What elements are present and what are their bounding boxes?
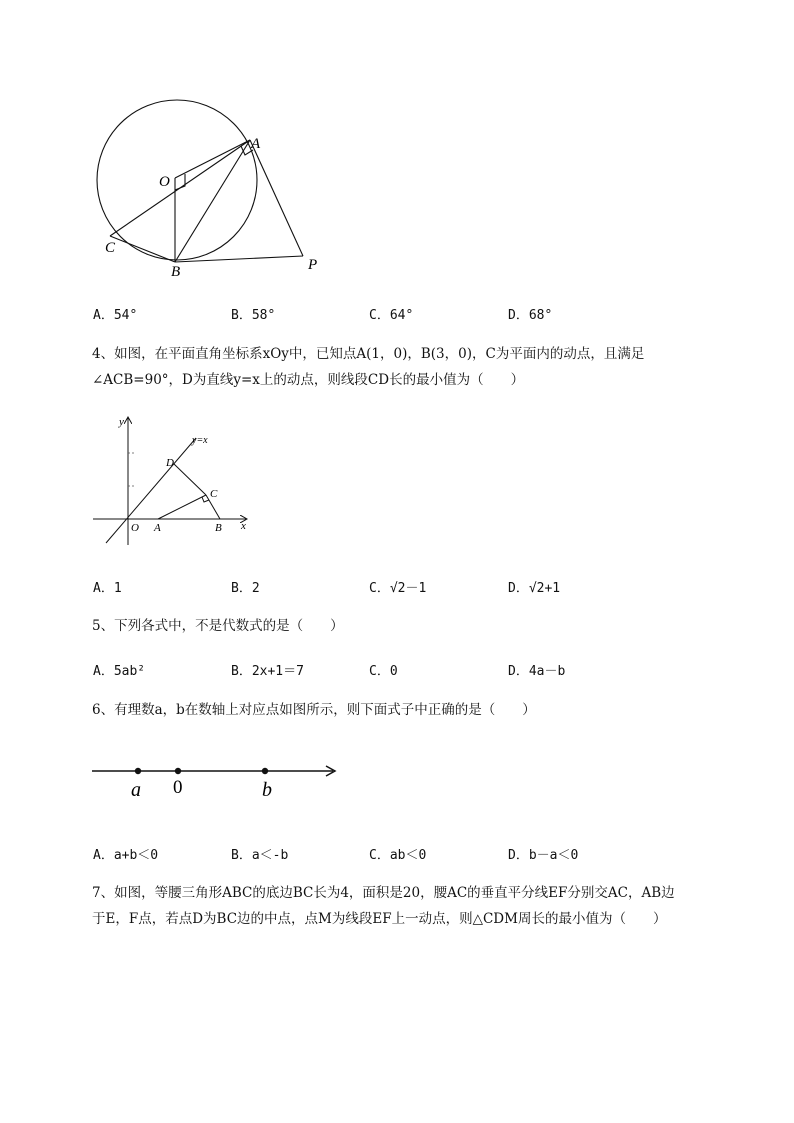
q4-option-d: D．√2+1	[508, 581, 561, 596]
q3-option-a: A．54°	[93, 308, 138, 323]
axis-label-y: y	[119, 416, 124, 428]
label-B: B	[215, 522, 222, 534]
q4-option-c: C．√2－1	[369, 581, 427, 596]
q5-option-d: D．4a－b	[508, 664, 566, 679]
q4-line2: ∠ACB=90°，D为直线y=x上的动点，则线段CD长的最小值为（ ）	[92, 372, 525, 388]
q7-line2: 于E，F点，若点D为BC边的中点，点M为线段EF上一动点，则△CDM周长的最小值为（ ）	[92, 911, 667, 927]
axes-figure	[88, 410, 258, 550]
q3-option-b: B．58°	[231, 308, 276, 323]
label-a: a	[131, 779, 141, 801]
label-B: B	[171, 264, 181, 280]
q6-text: 6、有理数a，b在数轴上对应点如图所示，则下面式子中正确的是（ ）	[92, 702, 536, 718]
q4-option-a: A．1	[93, 581, 122, 596]
label-O: O	[131, 522, 139, 534]
q4-option-b: B．2	[231, 581, 260, 596]
q5-option-a: A．5ab²	[93, 664, 146, 679]
circle-figure	[85, 90, 335, 285]
label-P: P	[308, 257, 318, 273]
circle	[97, 100, 257, 260]
q3-option-c: C．64°	[369, 308, 414, 323]
point-b	[262, 768, 268, 774]
point-a	[135, 768, 141, 774]
number-line	[88, 755, 348, 805]
axis-label-x: x	[241, 520, 246, 532]
line-label-y-eq-x: y=x	[192, 435, 208, 446]
q6-option-c: C．ab＜0	[369, 848, 427, 863]
label-zero: 0	[173, 777, 183, 798]
q5-option-b: B．2x+1＝7	[231, 664, 304, 679]
q4-line1: 4、如图，在平面直角坐标系xOy中，已知点A(1，0)，B(3，0)，C为平面内的动点，且满足	[92, 346, 645, 362]
q6-option-b: B．a＜-b	[231, 848, 289, 863]
q3-option-d: D．68°	[508, 308, 553, 323]
label-C: C	[210, 488, 218, 500]
label-C: C	[105, 240, 116, 256]
label-A: A	[154, 522, 161, 534]
q7-line1: 7、如图，等腰三角形ABC的底边BC长为4，面积是20，腰AC的垂直平分线EF分别交AC，AB边	[92, 885, 675, 901]
q5-option-c: C．0	[369, 664, 398, 679]
label-O: O	[159, 174, 170, 190]
label-D: D	[166, 457, 174, 469]
q6-option-a: A．a+b＜0	[93, 848, 159, 863]
q6-option-d: D．b－a＜0	[508, 848, 579, 863]
label-A: A	[251, 136, 261, 152]
label-b: b	[262, 779, 272, 801]
point-zero	[175, 768, 181, 774]
q5-text: 5、下列各式中，不是代数式的是（ ）	[92, 618, 344, 634]
